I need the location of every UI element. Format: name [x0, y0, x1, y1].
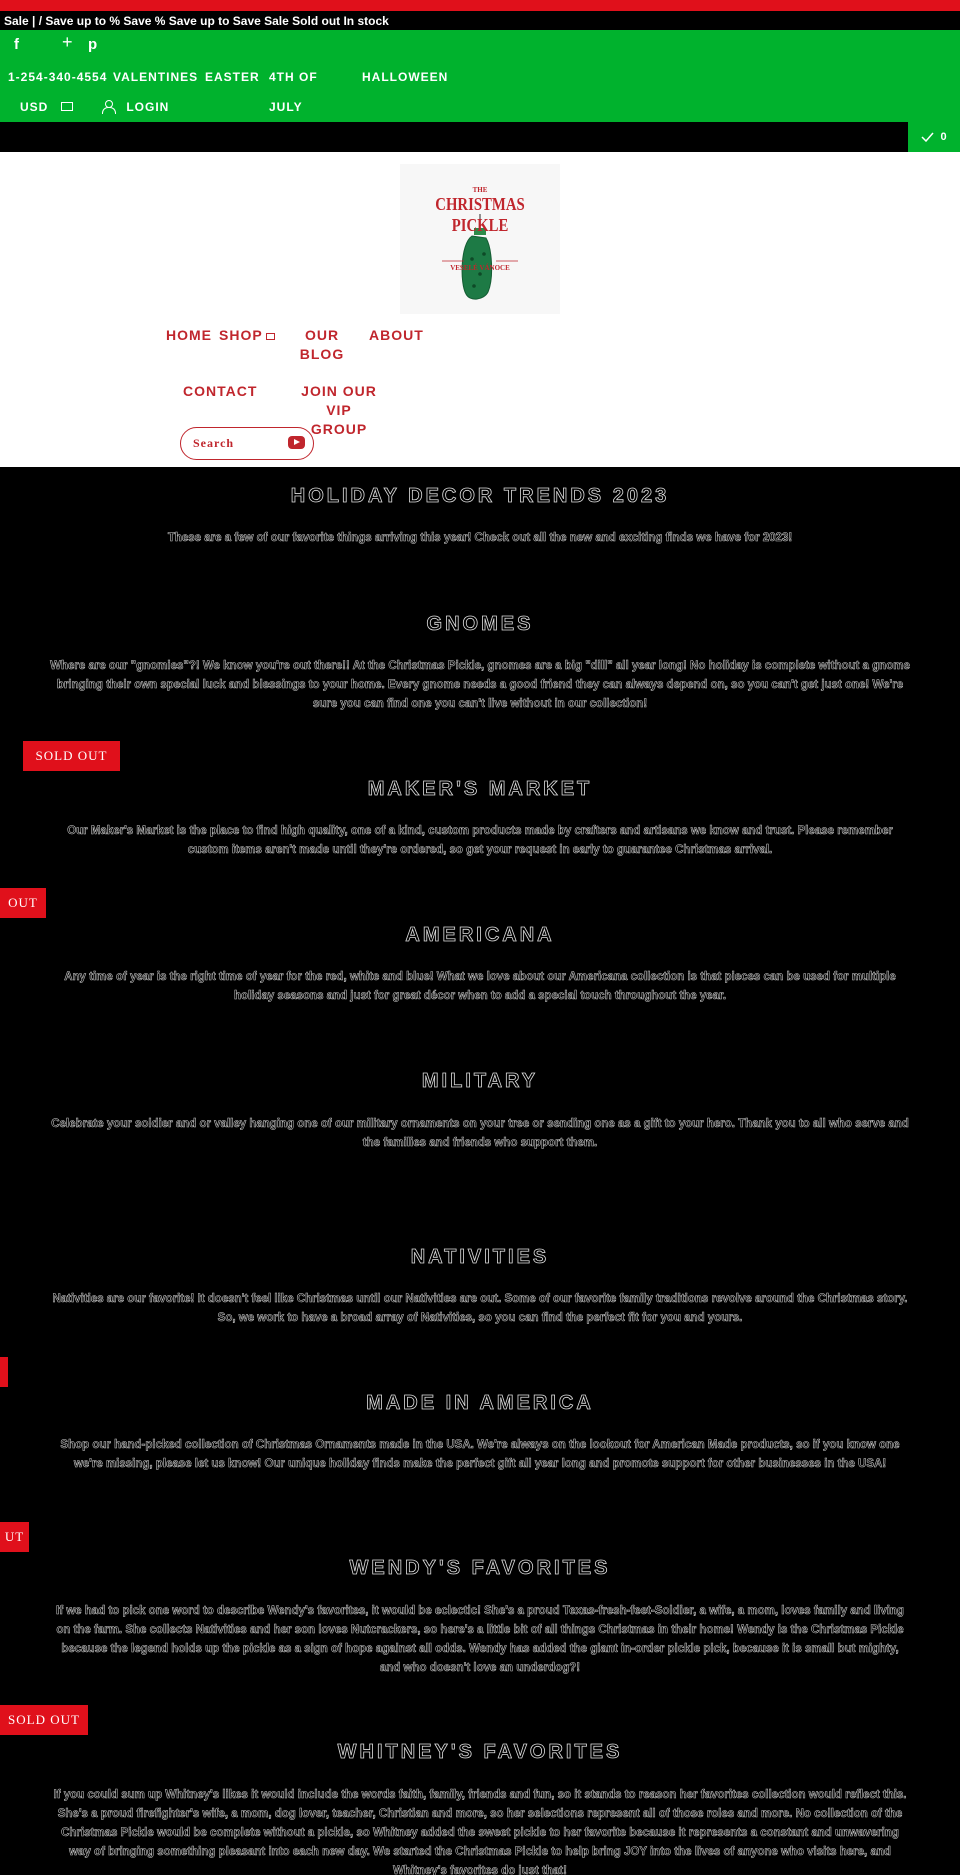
section-body: These are a few of our favorite things arriving this year! Check out all the new and exciting finds we have for 2023!: [167, 532, 793, 544]
cart-strip: [0, 122, 960, 152]
nav-vip-line1: JOIN OUR VIP: [301, 383, 377, 418]
section-body: If you could sum up Whitney's likes it would include the words faith, family, friends and fun, so it stands to reason her favorites collection would reflect this. She's a proud firefighter's wife, a mom, dog lover, teacher, Christian and more, so her selections represent all of those roles and more. No collection of the Christmas Pickle would be complete without a pickle, so Whitney added the sweet pickle to her favorite because it represents a constant and unwavering way of bringing something pleasant into each new day. We started the Christmas Pickle to help bring JOY into the lives of anyone who visits here, and Whitney's favorites do just that!: [53, 1789, 907, 1875]
section-body: Shop our hand-picked collection of Christmas Ornaments made in the USA. We're always on the lookout for American Made products, so if you know one we're missing, please let us know! Our unique holiday finds make the perfect gift all year long and promote support for other businesses in the USA!: [60, 1439, 900, 1470]
login-label: LOGIN: [126, 100, 170, 114]
sold-out-badge: [0, 1357, 8, 1387]
plus-icon[interactable]: +: [62, 32, 73, 52]
nav-4th-of-july-cont[interactable]: [269, 100, 303, 114]
pinterest-icon[interactable]: p: [88, 36, 98, 53]
nav-vip-line2: GROUP: [310, 421, 368, 437]
nav-valentines[interactable]: VALENTINES: [113, 70, 199, 84]
search-box[interactable]: [180, 427, 314, 460]
nav-4th-of-july-line1: 4TH OF: [269, 70, 318, 84]
section-body: Celebrate your soldier and or valley hanging one of our military ornaments on your tree or sending one as a gift to your hero. Thank you to all who serve and the families and friends who support them.: [51, 1118, 909, 1149]
sold-out-badge: UT: [0, 1522, 29, 1552]
nav-blog-line2: BLOG: [299, 346, 345, 362]
nav-halloween[interactable]: HALLOWEEN: [362, 70, 449, 84]
section-title[interactable]: MADE IN AMERICA: [366, 1392, 594, 1414]
announcement-ticker: Sale | / Save up to % Save % Save up to Save Sale Sold out In stock: [4, 14, 389, 28]
section-body: Any time of year is the right time of year for the red, white and blue! What we love about our Americana collection is that pieces can be used for multiple holiday seasons and just for great décor when to add a special touch throughout the year.: [64, 971, 896, 1002]
search-input[interactable]: Search: [193, 436, 235, 450]
section-body: Our Maker's Market is the place to find high quality, one of a kind, custom products made by crafters and artisans we know and trust. Please remember custom items aren't made until they're ordered, so get your request in early to guarantee Christmas arrival.: [67, 825, 893, 856]
section-title[interactable]: MAKER'S MARKET: [367, 778, 593, 800]
collections-content: [0, 467, 960, 1875]
dropdown-icon: [266, 333, 275, 340]
logo-tagline: VESELÉ VÁNOCE: [450, 264, 510, 272]
nav-blog[interactable]: [296, 326, 348, 364]
section-title[interactable]: GNOMES: [426, 613, 534, 635]
section-body: Where are our "gnomies"?! We know you're out there!! At the Christmas Pickle, gnomes are a big "dill" all year long! No holiday is complete without a gnome bringing their own special luck and blessings to your home. Every gnome needs a good friend they can always depend on, so you can't get just one! We're sure you can find one you can't live without in our collection!: [50, 660, 910, 710]
section-title[interactable]: NATIVITIES: [410, 1246, 550, 1268]
currency-selector[interactable]: [20, 100, 73, 114]
announcement-accent: [0, 0, 960, 11]
site-header: [0, 152, 960, 467]
nav-contact[interactable]: CONTACT: [183, 383, 258, 399]
mail-icon[interactable]: [61, 102, 73, 111]
nav-shop[interactable]: [219, 326, 275, 345]
logo-the: THE: [472, 186, 488, 194]
cart-count: 0: [940, 131, 947, 143]
currency-label: USD: [20, 100, 49, 114]
phone-link[interactable]: 1-254-340-4554: [8, 70, 108, 84]
section-title: HOLIDAY DECOR TRENDS 2023: [290, 485, 670, 507]
sold-out-badge: OUT: [0, 888, 46, 918]
logo-brand: CHRISTMAS PICKLE: [435, 194, 525, 235]
nav-4th-of-july[interactable]: [269, 70, 318, 84]
section-title[interactable]: WHITNEY'S FAVORITES: [337, 1741, 623, 1763]
announcement-bar: [0, 0, 960, 30]
facebook-icon[interactable]: f: [14, 36, 19, 53]
nav-easter[interactable]: EASTER: [205, 70, 260, 84]
youtube-icon[interactable]: [288, 436, 305, 449]
section-title[interactable]: AMERICANA: [405, 924, 555, 946]
site-logo[interactable]: [400, 164, 560, 314]
nav-shop-label: SHOP: [219, 327, 263, 343]
nav-home[interactable]: HOME: [166, 327, 212, 343]
checkmark-icon: [921, 132, 934, 142]
utility-bar: [0, 30, 960, 122]
section-body: Nativities are our favorite! It doesn't feel like Christmas until our Nativities are out. Some of our favorite family traditions revolve around the Christmas story. So, we work to have a broad array of Nativities, so you can find the perfect fit for you and yours.: [52, 1293, 908, 1324]
nav-blog-line1: OUR: [304, 327, 340, 343]
section-title[interactable]: MILITARY: [421, 1070, 539, 1092]
section-title[interactable]: WENDY'S FAVORITES: [349, 1557, 611, 1579]
section-body: If we had to pick one word to describe Wendy's favorites, it would be eclectic! She's a proud Texas-fresh-feet-Soldier, a wife, a mom, loves family and living on the farm. She collects Nativities and her son loves Nutcrackers, so here's a little bit of all things Christmas in their home! Wendy is the Christmas Pickle because the legend holds up the pickle as a sign of hope against all odds. Wendy has added the giant in-order pickle pick, because it is small but mighty, and who doesn't love an underdog?!: [56, 1605, 904, 1674]
user-icon: [102, 100, 114, 112]
sold-out-badge: SOLD OUT: [0, 1705, 88, 1735]
login-link[interactable]: [102, 99, 169, 114]
nav-about[interactable]: ABOUT: [369, 327, 424, 343]
cart-button[interactable]: [908, 122, 960, 152]
nav-4th-of-july-line2: JULY: [269, 100, 303, 114]
sold-out-badge: SOLD OUT: [23, 741, 120, 771]
